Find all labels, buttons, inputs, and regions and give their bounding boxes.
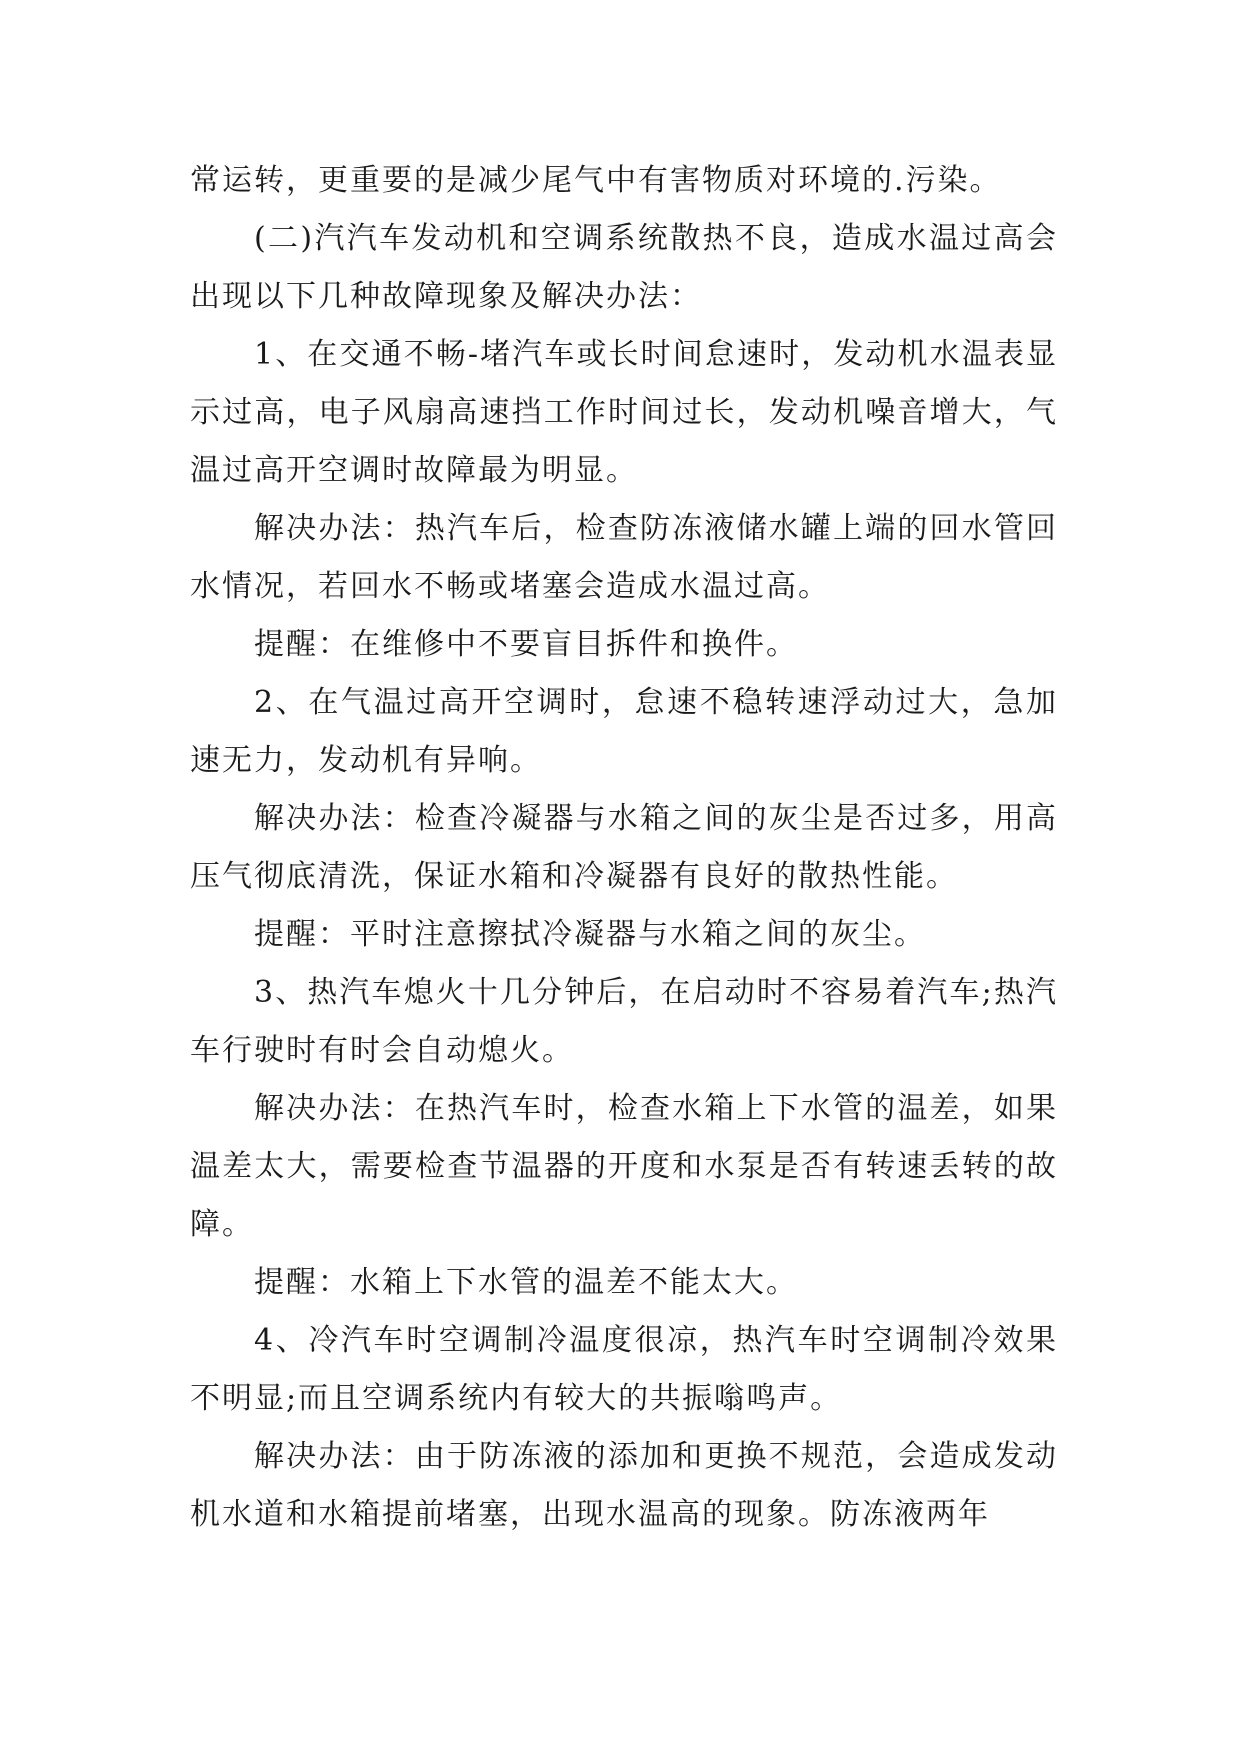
document-body xyxy=(190,152,1058,1544)
paragraph-solution-4: 解决办法：由于防冻液的添加和更换不规范，会造成发动机水道和水箱提前堵塞，出现水温高的现象。防冻液两年 xyxy=(190,1439,1058,1532)
paragraph-continuation: 常运转，更重要的是减少尾气中有害物质对环境的.污染。 xyxy=(190,163,1002,198)
paragraph-solution-3: 解决办法：在热汽车时，检查水箱上下水管的温差，如果温差太大，需要检查节温器的开度和水泵是否有转速丢转的故障。 xyxy=(190,1091,1058,1242)
paragraph-reminder-2: 提醒：平时注意擦拭冷凝器与水箱之间的灰尘。 xyxy=(254,917,926,952)
paragraph-solution-1: 解决办法：热汽车后，检查防冻液储水罐上端的回水管回水情况，若回水不畅或堵塞会造成水温过高。 xyxy=(190,511,1058,604)
paragraph-solution-2: 解决办法：检查冷凝器与水箱之间的灰尘是否过多，用高压气彻底清洗，保证水箱和冷凝器有良好的散热性能。 xyxy=(190,801,1058,894)
paragraph-fault-4: 4、冷汽车时空调制冷温度很凉，热汽车时空调制冷效果不明显;而且空调系统内有较大的共振嗡鸣声。 xyxy=(190,1323,1058,1416)
paragraph-reminder-3: 提醒：水箱上下水管的温差不能太大。 xyxy=(254,1265,798,1300)
paragraph-reminder-1: 提醒：在维修中不要盲目拆件和换件。 xyxy=(254,627,798,662)
paragraph-fault-1: 1、在交通不畅-堵汽车或长时间怠速时，发动机水温表显示过高，电子风扇高速挡工作时间过长，发动机噪音增大，气温过高开空调时故障最为明显。 xyxy=(190,337,1058,488)
paragraph-fault-3: 3、热汽车熄火十几分钟后，在启动时不容易着汽车;热汽车行驶时有时会自动熄火。 xyxy=(190,975,1058,1068)
paragraph-fault-2: 2、在气温过高开空调时，怠速不稳转速浮动过大，急加速无力，发动机有异响。 xyxy=(190,685,1058,778)
paragraph-section-heading: (二)汽汽车发动机和空调系统散热不良，造成水温过高会出现以下几种故障现象及解决办法： xyxy=(190,221,1058,314)
